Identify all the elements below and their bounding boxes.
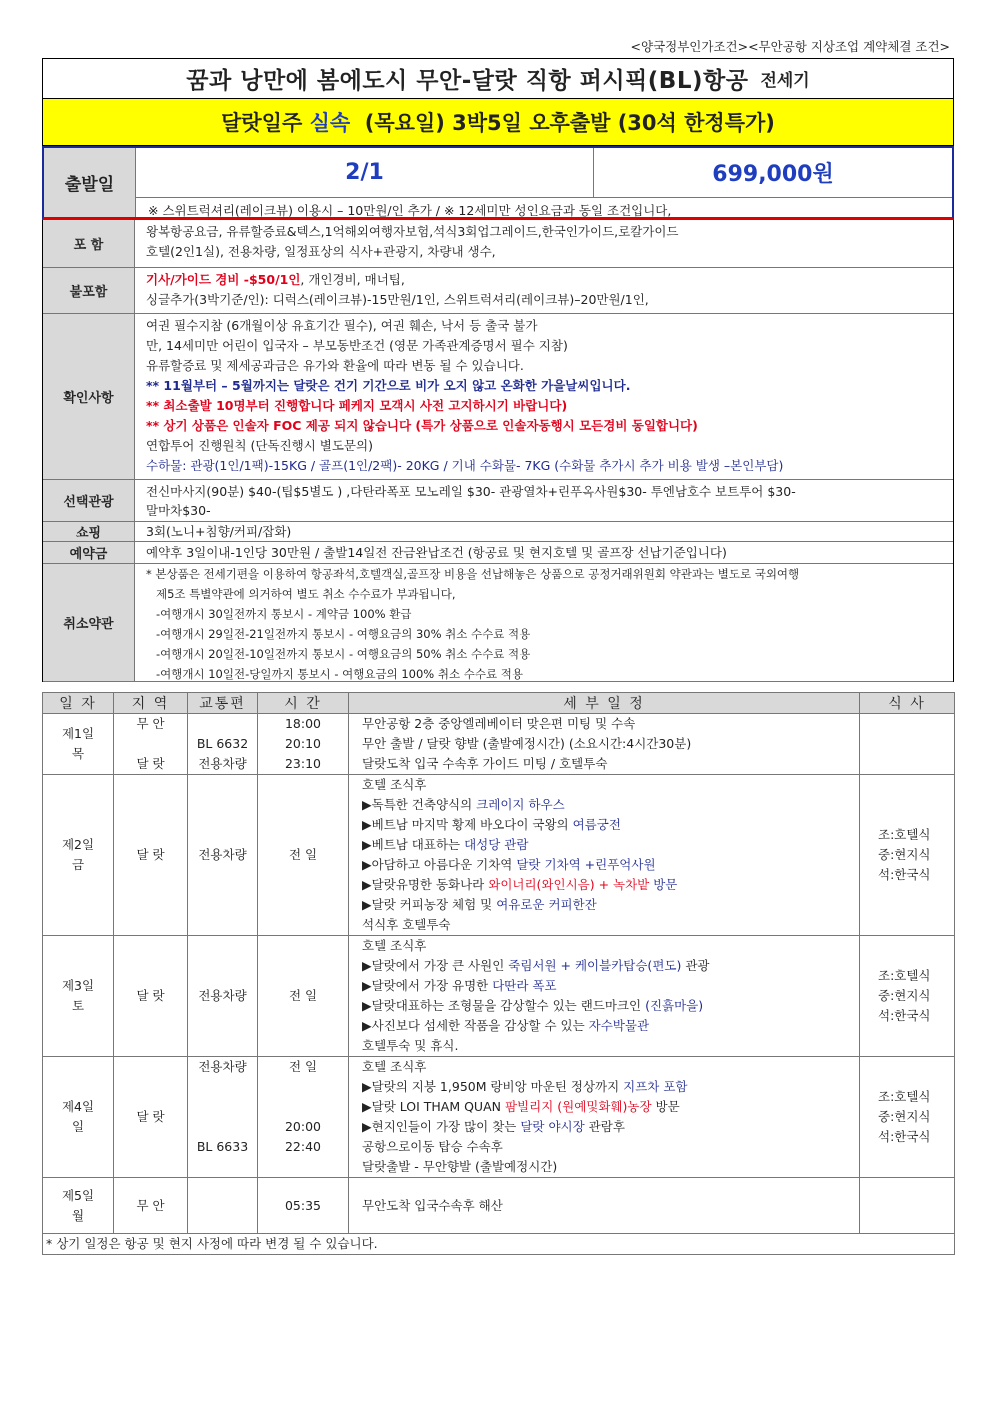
day-4-time-5: 22:40 [284,1139,322,1154]
header-transport: 교통편 [188,693,258,714]
day-4-weekday: 일 [71,1119,85,1134]
day-3-detail-3a: ▶달랏에서 가장 유명한 [362,978,493,993]
info-row-include [43,220,953,268]
deposit-value: 예약후 3일이내-1인당 30만원 / 출발14일전 잔금완납조건 (항공료 및 현지호텔 및 골프장 선납기준입니다) [146,545,727,560]
cathedral-tour: 대성당 관람 [464,837,529,852]
info-table [42,220,954,682]
day-2-detail-5a: ▶아담하고 아름다운 기차역 [362,857,517,872]
itinerary-day-2 [43,775,955,936]
summer-palace: 여름궁전 [572,817,621,832]
departure-price: 699,000원 [594,148,952,198]
cancel-line-6: -여행개시 10일전-당일까지 통보시 - 여행요금의 100% 취소 수수료 적용 [156,667,523,681]
info-row-shopping [43,522,953,542]
day-3-label: 제3일 [61,978,95,993]
confirm-line-5: ** 최소출발 10명부터 진행합니다 페케지 모객시 사전 고지하시기 바랍니다) [146,398,568,413]
include-line-1: 왕복항공요금, 유류할증료&텍스,1억해외여행자보험,석식3회업그레이드,한국인가이드,로칼가이드 [146,224,679,239]
day-3-detail-4a: ▶달랏대표하는 조형물을 감상할수 있는 랜드마크인 [362,998,646,1013]
include-label: 포 함 [43,220,135,267]
day-1-trans-1 [188,714,257,734]
info-row-deposit [43,542,953,564]
coffee-time: 여유로운 커피한잔 [496,897,597,912]
departure-date: 2/1 [136,148,594,198]
day-3-detail-2c: 관광 [681,958,710,973]
day-5-detail: 무안도착 입국수속후 해산 [349,1178,860,1234]
approval-conditions-note: <양국정부인가조건><무안공항 지상조업 계약체결 조건> [630,39,950,54]
day-4-detail-4a: ▶현지인들이 가장 많이 찾는 [362,1119,521,1134]
departure-label: 출발일 [44,148,136,217]
day-4-lunch: 중:현지식 [878,1109,931,1124]
header-meal: 식 사 [860,693,955,714]
guide-fee: 기사/가이드 경비 -$50/1인 [146,272,301,287]
day-1-trans-3: 전용차량 [198,756,247,771]
day-1-loc-2 [114,734,187,754]
night-market: 달랏 야시장 [520,1119,585,1134]
day-1-detail-3: 달랏도착 입국 수속후 가이드 미팅 / 호텔투숙 [362,756,608,771]
cancel-line-1: * 본상품은 전세기편을 이용하여 항공좌석,호텔객실,골프장 비용을 선납해놓은 상품으로 공정거래위원회 약관과는 별도로 국외여행 [146,567,800,581]
day-1-weekday: 목 [71,746,85,761]
day-3-transport: 전용차량 [188,936,258,1057]
day-4-detail-2a: ▶달랏의 지붕 1,950M 랑비앙 마운틴 정상까지 [362,1079,624,1094]
itinerary-day-4 [43,1057,955,1178]
header-detail: 세 부 일 정 [349,693,860,714]
palm-village-farm: 팜빌리지 (원예및화훼)농장 [504,1099,652,1114]
datanla-falls: 다딴라 폭포 [492,978,557,993]
day-4-trans-3 [188,1097,257,1117]
jeep-included: 지프차 포함 [623,1079,688,1094]
departure-box [42,146,954,220]
day-5-weekday: 월 [71,1207,85,1223]
day-2-breakfast: 조:호텔식 [878,827,931,842]
embroidery-museum: 자수박물관 [588,1018,650,1033]
day-4-detail-3a: ▶달랏 LOI THAM QUAN [362,1099,505,1114]
itinerary-day-3 [43,936,955,1057]
cancel-line-5: -여행개시 20일전-10일전까지 통보시 - 여행요금의 50% 취소 수수료 적용 [156,647,531,661]
day-2-dinner: 석:한국식 [878,867,931,882]
charter-tag: 전세기 [760,71,810,91]
day-4-dinner: 석:한국식 [878,1129,931,1144]
departure-note: ※ 스위트럭셔리(레이크뷰) 이용시 – 10만원/인 추가 / ※ 12세미만 성인요금과 동일 조건입니다, [148,203,672,218]
day-4-time-1: 전 일 [288,1059,318,1074]
day-3-weekday: 토 [71,998,85,1013]
day-2-lunch: 중:현지식 [878,847,931,862]
itinerary-day-1 [43,714,955,775]
confirm-line-3: 유류할증료 및 제세공과금은 유가와 환율에 따라 변동 될 수 있습니다. [146,358,524,373]
day-1-time-1: 18:00 [284,716,322,731]
header-day: 일 자 [43,693,114,714]
deposit-label: 예약금 [43,542,135,563]
truc-lam-cablecar: 죽림서원 + 케이블카탑승(편도) [508,958,682,973]
day-3-detail-5a: ▶사진보다 섬세한 작품을 감상할 수 있는 [362,1018,589,1033]
optional-line-2: 말마차$30- [146,503,211,518]
exclude-label: 불포함 [43,268,135,313]
day-2-detail-4a: ▶베트남 대표하는 [362,837,465,852]
day-4-time-2 [258,1077,348,1097]
day-2-weekday: 금 [71,857,85,872]
day-5-time: 05:35 [258,1178,349,1234]
shopping-label: 쇼핑 [43,522,135,541]
day-2-detail-2a: ▶독특한 건축양식의 [362,797,477,812]
subtitle-part-c: (목요일) 3박5일 오후출발 (30석 한정특가) [350,111,775,135]
day-1-detail-2: 무안 출발 / 달랏 향발 (출발예정시간) (소요시간:4시간30분) [362,736,692,751]
itinerary-header [43,693,955,714]
confirm-line-1: 여권 필수지참 (6개월이상 유효기간 필수), 여권 훼손, 낙서 등 출국 불가 [146,318,538,333]
day-4-detail-6: 달랏출발 - 무안향발 (출발예정시간) [362,1159,558,1174]
day-3-breakfast: 조:호텔식 [878,968,931,983]
day-2-location: 달 랏 [114,775,188,936]
clay-village: (진흙마을) [645,998,704,1013]
day-5-location: 무 안 [114,1178,188,1234]
day-3-dinner: 석:한국식 [878,1008,931,1023]
day-2-detail-7a: ▶달랏 커피농장 체험 및 [362,897,497,912]
day-2-detail-8: 석식후 호텔투숙 [362,917,451,932]
itinerary-table [42,692,955,1255]
day-2-detail-3a: ▶베트남 마지막 황제 바오다이 국왕의 [362,817,573,832]
day-5-label: 제5일 [61,1187,95,1203]
optional-line-1: 전신마사지(90분) $40-(팁$5별도 ) ,다탄라폭포 모노레일 $30- 관광열차+린푸옥사원$30- 투엔남호수 보트투어 $30- [146,484,796,499]
day-1-loc-3: 달 랏 [136,756,165,771]
baggage-allowance: 수하물: 관광(1인/1팩)-15KG / 골프(1인/2팩)- 20KG / 기내 수화물- 7KG (수화물 추가시 추가 비용 발생 –본인부담) [146,458,784,473]
shopping-value: 3회(노니+침향/커피/잡화) [146,524,292,539]
exclude-line-2: 싱글추가(3박기준/인): 디럭스(레이크뷰)-15만원/1인, 스위트럭셔리(레이크뷰)–20만원/1인, [146,292,649,307]
day-4-detail-1: 호텔 조식후 [362,1059,427,1074]
day-2-detail-1: 호텔 조식후 [362,777,427,792]
itinerary-day-5 [43,1178,955,1234]
day-3-detail-6: 호텔투숙 및 휴식. [362,1038,459,1053]
header-time: 시 간 [258,693,349,714]
itinerary-footnote-row [43,1234,955,1255]
subtitle-value-tag: 실속 [309,111,351,135]
cancel-line-3: -여행개시 30일전까지 통보시 - 계약금 100% 환급 [156,607,412,621]
day-3-location: 달 랏 [114,936,188,1057]
day-4-detail-5: 공항으로이동 탑승 수속후 [362,1139,503,1154]
confirm-line-2: 만, 14세미만 어린이 입국자 – 부모동반조건 (영문 가족관계증명서 필수 지참) [146,338,568,353]
title-row [42,58,954,98]
day-1-time-2: 20:10 [284,736,322,751]
winery-tea-field: 와이너리(와인시음) + 녹차밭 [488,877,650,892]
subtitle-part-a: 달랏일주 [221,111,310,135]
day-2-detail-6c: 방문 [649,877,678,892]
confirm-line-4: ** 11월부터 – 5월까지는 달랏은 건기 기간으로 비가 오지 않고 온화한 가을날씨입니다. [146,378,631,393]
cancel-label: 취소약관 [43,564,135,681]
day-4-label: 제4일 [61,1099,95,1114]
itinerary-footnote: * 상기 일정은 항공 및 현지 사정에 따라 변경 될 수 있습니다. [43,1234,955,1255]
optional-label: 선택관광 [43,480,135,521]
day-1-detail-1: 무안공항 2층 중앙엘레베이터 맞은편 미팅 및 수속 [362,716,636,731]
confirm-line-6: ** 상기 상품은 인솔자 FOC 제공 되지 않습니다 (특가 상품으로 인솔자동행시 모든경비 동일합니다) [146,418,698,433]
confirm-label: 확인사항 [43,314,135,479]
day-4-flight: BL 6633 [196,1139,249,1154]
dalat-station: 달랏 기차역 +린푸억사원 [516,857,656,872]
info-row-optional [43,480,953,522]
day-3-detail-1: 호텔 조식후 [362,938,427,953]
day-2-detail-6a: ▶달랏유명한 동화나라 [362,877,489,892]
day-4-time-4: 20:00 [284,1119,322,1134]
day-3-detail-2a: ▶달랏에서 가장 큰 사원인 [362,958,509,973]
day-3-time: 전 일 [258,936,349,1057]
brochure-frame [42,58,954,1255]
day-5-meal [860,1178,955,1234]
day-2-time: 전 일 [258,775,349,936]
day-4-trans-1: 전용차량 [198,1059,247,1074]
day-4-detail-4c: 관람후 [584,1119,625,1134]
day-3-lunch: 중:현지식 [878,988,931,1003]
day-4-time-3 [258,1097,348,1117]
info-row-cancel [43,564,953,682]
crazy-house: 크레이지 하우스 [476,797,565,812]
day-4-location: 달 랏 [114,1057,188,1178]
include-line-2: 호텔(2인1실), 전용차량, 일정표상의 식사+관광지, 차량내 생수, [146,244,496,259]
day-2-label: 제2일 [61,837,95,852]
day-1-label: 제1일 [61,726,95,741]
cancel-line-4: -여행개시 29일전-21일전까지 통보시 - 여행요금의 30% 취소 수수료 적용 [156,627,531,641]
day-2-transport: 전용차량 [188,775,258,936]
page-title: 꿈과 낭만에 봄에도시 무안-달랏 직항 퍼시픽(BL)항공 [186,68,749,94]
day-5-transport [188,1178,258,1234]
day-1-flight: BL 6632 [196,736,249,751]
day-1-time-3: 23:10 [284,756,322,771]
cancel-line-2: 제5조 특별약관에 의거하여 별도 취소 수수료가 부과됩니다, [156,587,456,601]
day-4-breakfast: 조:호텔식 [878,1089,931,1104]
info-row-confirm [43,314,953,480]
confirm-line-7: 연합투어 진행원칙 (단독진행시 별도문의) [146,438,373,453]
day-4-trans-2 [188,1077,257,1097]
day-4-detail-3c: 방문 [651,1099,680,1114]
day-1-loc-1: 무 안 [136,716,165,731]
exclude-line-1-rest: , 개인경비, 매너팁, [300,272,405,287]
info-row-exclude [43,268,953,314]
day-1-meal [860,714,955,775]
product-subtitle [42,98,954,146]
header-location: 지 역 [114,693,188,714]
day-4-trans-4 [188,1117,257,1137]
